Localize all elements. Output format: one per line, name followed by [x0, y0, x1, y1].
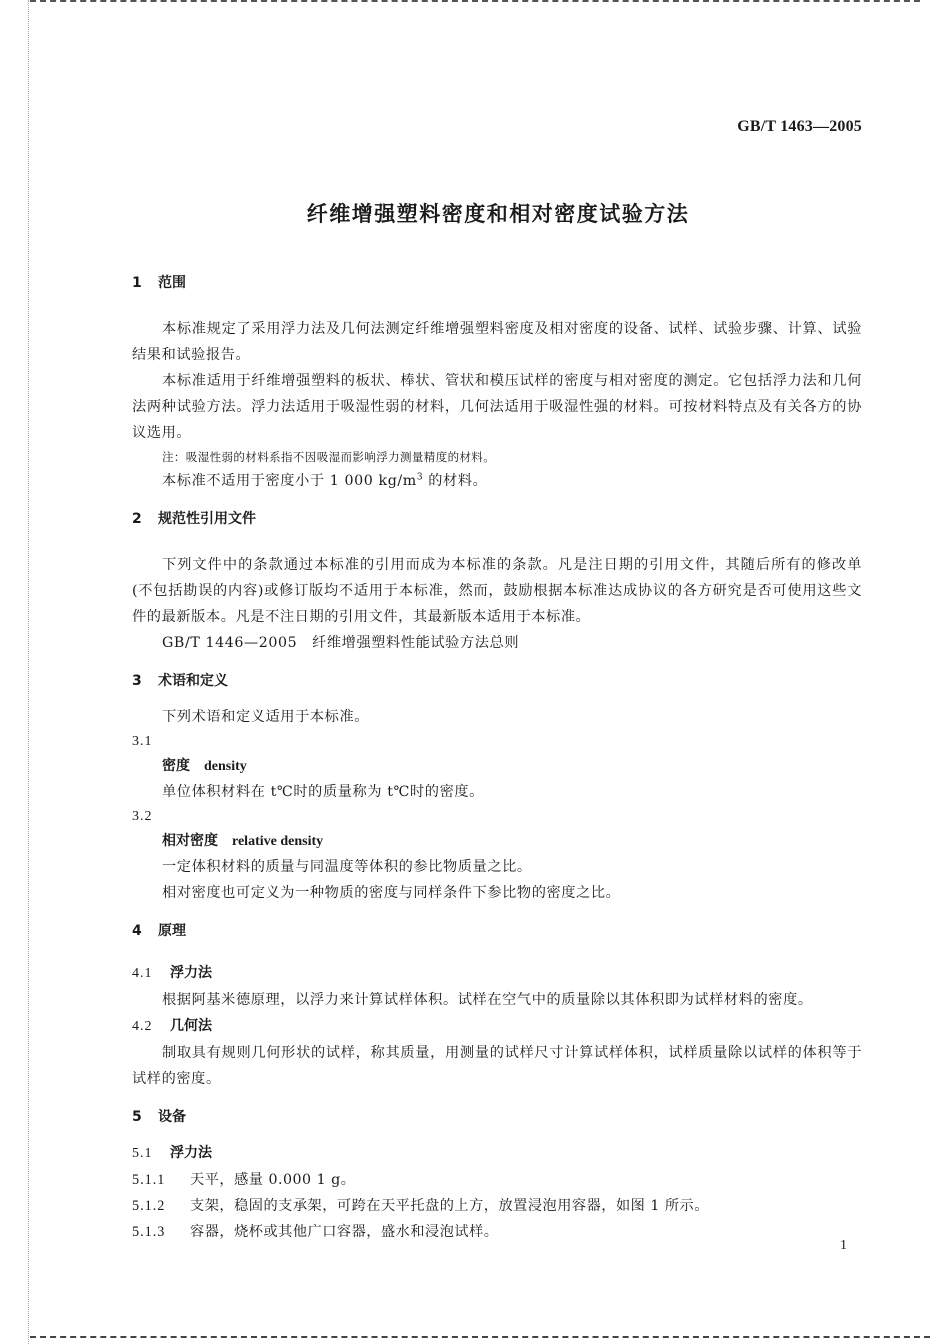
- paragraph: 本标准规定了采用浮力法及几何法测定纤维增强塑料密度及相对密度的设备、试样、试验步骤、计算、试验结果和试验报告。: [132, 321, 862, 363]
- term-density: 密度 density: [162, 758, 247, 774]
- scan-edge-bottom: [30, 1336, 930, 1341]
- page-number: 1: [840, 1238, 847, 1253]
- section-4-heading: [132, 920, 862, 940]
- paragraph: 根据阿基米德原理，以浮力来计算试样体积。试样在空气中的质量除以其体积即为试样材料的密度。: [162, 992, 813, 1008]
- subsection-4-2: 4.2 几何法: [132, 1018, 212, 1034]
- clause-number: 3.1: [132, 734, 153, 749]
- definition: 单位体积材料在 t℃时的质量称为 t℃时的密度。: [162, 784, 484, 800]
- section-3-heading: [132, 670, 862, 690]
- paragraph: 本标准不适用于密度小于 1 000 $kg/m^3$ 的材料。: [162, 472, 488, 489]
- section-number: 3: [132, 673, 142, 689]
- section-title: 范围: [158, 275, 186, 291]
- section-number: 2: [132, 511, 142, 527]
- paragraph: 制取具有规则几何形状的试样，称其质量，用测量的试样尺寸计算试样体积，试样质量除以试样的体积等于试样的密度。: [132, 1045, 862, 1087]
- subsection-5-1: 5.1 浮力法: [132, 1145, 212, 1161]
- section-number: 5: [132, 1109, 142, 1125]
- document-title: 纤维增强塑料密度和相对密度试验方法: [306, 202, 690, 226]
- standard-code: GB/T 1463—2005: [737, 118, 862, 135]
- section-number: 4: [132, 923, 142, 939]
- section-number: 1: [132, 275, 142, 291]
- section-5-heading: [132, 1106, 862, 1126]
- definition: 一定体积材料的质量与同温度等体积的参比物质量之比。: [162, 859, 532, 875]
- paragraph: 下列文件中的条款通过本标准的引用而成为本标准的条款。凡是注日期的引用文件，其随后所有的修改单(不包括勘误的内容)或修订版均不适用于本标准，然而，鼓励根据本标准达成协议的各方研究是否可使用这些文件的最新版本。凡是不注日期的引用文件，其最新版本适用于本标准。: [132, 557, 862, 625]
- section-title: 设备: [158, 1109, 186, 1125]
- equipment-item: 5.1.3 容器，烧杯或其他广口容器，盛水和浸泡试样。: [132, 1224, 499, 1240]
- section-title: 规范性引用文件: [158, 511, 256, 527]
- document-body: [132, 272, 862, 1245]
- paragraph: 本标准适用于纤维增强塑料的板状、棒状、管状和模压试样的密度与相对密度的测定。它包括浮力法和几何法两种试验方法。浮力法适用于吸湿性弱的材料，几何法适用于吸湿性强的材料。可按材料特点及有关各方的协议选用。: [132, 373, 862, 441]
- section-2-heading: [132, 508, 862, 528]
- clause-number: 3.2: [132, 809, 153, 824]
- term-relative-density: 相对密度 relative density: [162, 833, 324, 849]
- section-title: 原理: [158, 923, 186, 939]
- definition: 相对密度也可定义为一种物质的密度与同样条件下参比物的密度之比。: [162, 885, 621, 901]
- subsection-4-1: 4.1 浮力法: [132, 965, 212, 981]
- section-title: 术语和定义: [158, 673, 228, 689]
- note: 注：吸湿性弱的材料系指不因吸湿而影响浮力测量精度的材料。: [162, 450, 496, 464]
- section-1-heading: [132, 272, 862, 292]
- scan-edge-top: [30, 0, 920, 5]
- normative-reference: GB/T 1446—2005 纤维增强塑料性能试验方法总则: [162, 635, 520, 651]
- equipment-item: 5.1.2 支架，稳固的支承架，可跨在天平托盘的上方，放置浸泡用容器，如图 1 所示。: [132, 1198, 709, 1214]
- equipment-item: 5.1.1 天平，感量 0.000 1 g。: [132, 1172, 356, 1188]
- paragraph: 下列术语和定义适用于本标准。: [162, 709, 370, 725]
